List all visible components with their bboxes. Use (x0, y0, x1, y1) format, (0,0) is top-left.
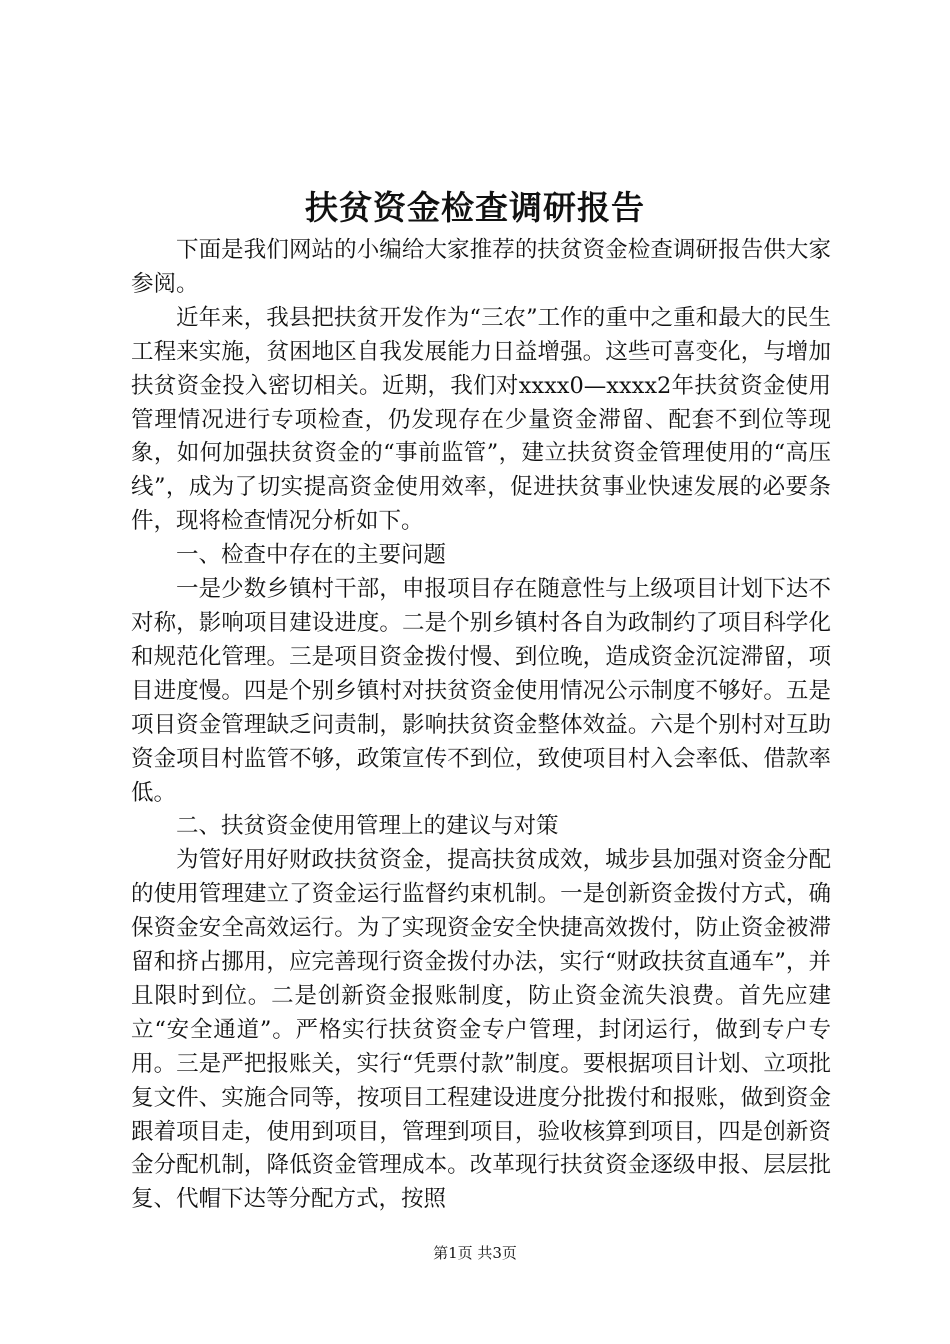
paragraph-problems: 一是少数乡镇村干部，申报项目存在随意性与上级项目计划下达不对称，影响项目建设进度。二是个别乡镇村各自为政制约了项目科学化和规范化管理。三是项目资金拨付慢、到位晚，造成资金沉淀滞留，项目进度慢。四是个别乡镇村对扶贫资金使用情况公示制度不够好。五是项目资金管理缺乏问责制，影响扶贫资金整体效益。六是个别村对互助资金项目村监管不够，政策宣传不到位，致使项目村入会率低、借款率低。 (131, 576, 831, 806)
section-heading-problems: 一、检查中存在的主要问题 (176, 542, 447, 569)
document-body (131, 234, 831, 1217)
paragraph-intro: 下面是我们网站的小编给大家推荐的扶贫资金检查调研报告供大家参阅。 (131, 237, 831, 297)
page-footer: 第1页 共3页 (433, 1244, 517, 1262)
section-heading-suggestions: 二、扶贫资金使用管理上的建议与对策 (176, 813, 559, 840)
paragraph-suggestions: 为管好用好财政扶贫资金，提高扶贫成效，城步县加强对资金分配的使用管理建立了资金运行监督约束机制。一是创新资金拨付方式，确保资金安全高效运行。为了实现资金安全快捷高效拨付，防止资金被滞留和挤占挪用，应完善现行资金拨付办法，实行“财政扶贫直通车”，并且限时到位。二是创新资金报账制度，防止资金流失浪费。首先应建立“安全通道”。严格实行扶贫资金专户管理，封闭运行，做到专户专用。三是严把报账关，实行“凭票付款”制度。要根据项目计划、立项批复文件、实施合同等，按项目工程建设进度分批拨付和报账，做到资金跟着项目走，使用到项目，管理到项目，验收核算到项目，四是创新资金分配机制，降低资金管理成本。改革现行扶贫资金逐级申报、层层批复、代帽下达等分配方式，按照 (131, 847, 831, 1213)
document-title: 扶贫资金检查调研报告 (305, 188, 645, 227)
paragraph-background: 近年来，我县把扶贫开发作为“三农”工作的重中之重和最大的民生工程来实施，贫困地区自我发展能力日益增强。这些可喜变化，与增加扶贫资金投入密切相关。近期，我们对xxxx0—xxxx2年扶贫资金使用管理情况进行专项检查，仍发现存在少量资金滞留、配套不到位等现象，如何加强扶贫资金的“事前监管”，建立扶贫资金管理使用的“高压线”，成为了切实提高资金使用效率，促进扶贫事业快速发展的必要条件，现将检查情况分析如下。 (131, 304, 831, 535)
